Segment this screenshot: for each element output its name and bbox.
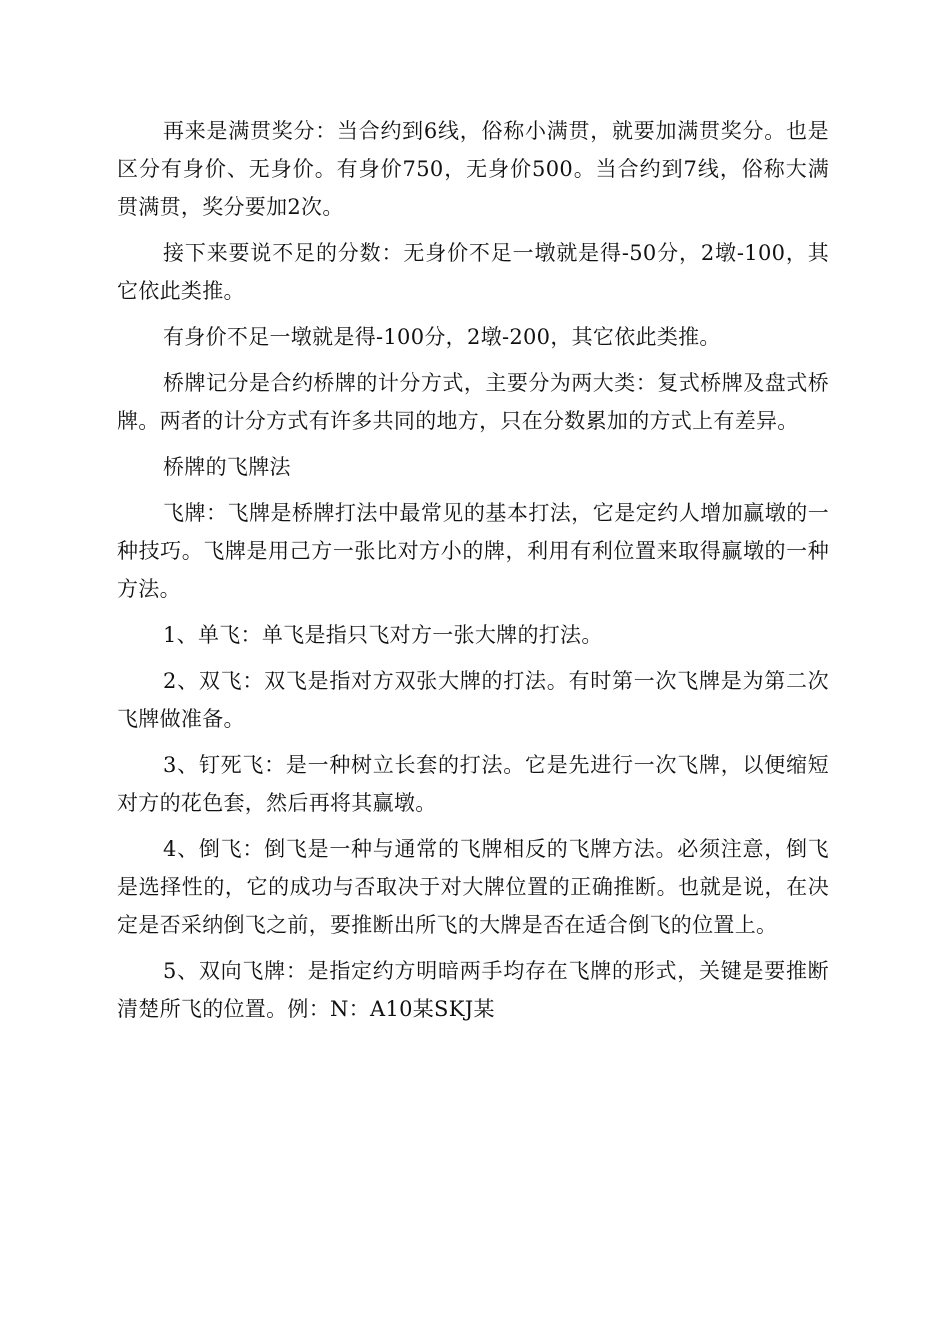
list-item-double-finesse: 2、双飞：双飞是指对方双张大牌的打法。有时第一次飞牌是为第二次飞牌做准备。 xyxy=(117,669,829,731)
section-heading-finesse: 桥牌的飞牌法 xyxy=(163,455,291,479)
list-item-backward-finesse: 4、倒飞：倒飞是一种与通常的飞牌相反的飞牌方法。必须注意，倒飞是选择性的，它的成功与否取决于对大牌位置的正确推断。也就是说，在决定是否采纳倒飞之前，要推断出所飞的大牌是否在适合倒飞的位置上。 xyxy=(117,837,829,937)
paragraph-bridge-scoring: 桥牌记分是合约桥牌的计分方式，主要分为两大类：复式桥牌及盘式桥牌。两者的计分方式有许多共同的地方，只在分数累加的方式上有差异。 xyxy=(117,371,829,433)
list-item-two-way-finesse: 5、双向飞牌：是指定约方明暗两手均存在飞牌的形式，关键是要推断清楚所飞的位置。例：N：A10某SKJ某 xyxy=(117,959,829,1021)
paragraph-undertrick-non-vulnerable: 接下来要说不足的分数：无身价不足一墩就是得-50分，2墩-100，其它依此类推。 xyxy=(117,241,829,303)
list-item-pin-finesse: 3、钉死飞：是一种树立长套的打法。它是先进行一次飞牌，以便缩短对方的花色套，然后再将其赢墩。 xyxy=(117,753,829,815)
paragraph-grand-slam-bonus: 再来是满贯奖分：当合约到6线，俗称小满贯，就要加满贯奖分。也是区分有身价、无身价。有身价750，无身价500。当合约到7线，俗称大满贯满贯，奖分要加2次。 xyxy=(117,119,829,219)
list-item-single-finesse: 1、单飞：单飞是指只飞对方一张大牌的打法。 xyxy=(163,623,603,647)
document-body xyxy=(117,112,829,1036)
paragraph-finesse-definition: 飞牌：飞牌是桥牌打法中最常见的基本打法，它是定约人增加赢墩的一种技巧。飞牌是用己方一张比对方小的牌，利用有利位置来取得赢墩的一种方法。 xyxy=(117,501,829,601)
paragraph-undertrick-vulnerable: 有身价不足一墩就是得-100分，2墩-200，其它依此类推。 xyxy=(163,325,721,349)
